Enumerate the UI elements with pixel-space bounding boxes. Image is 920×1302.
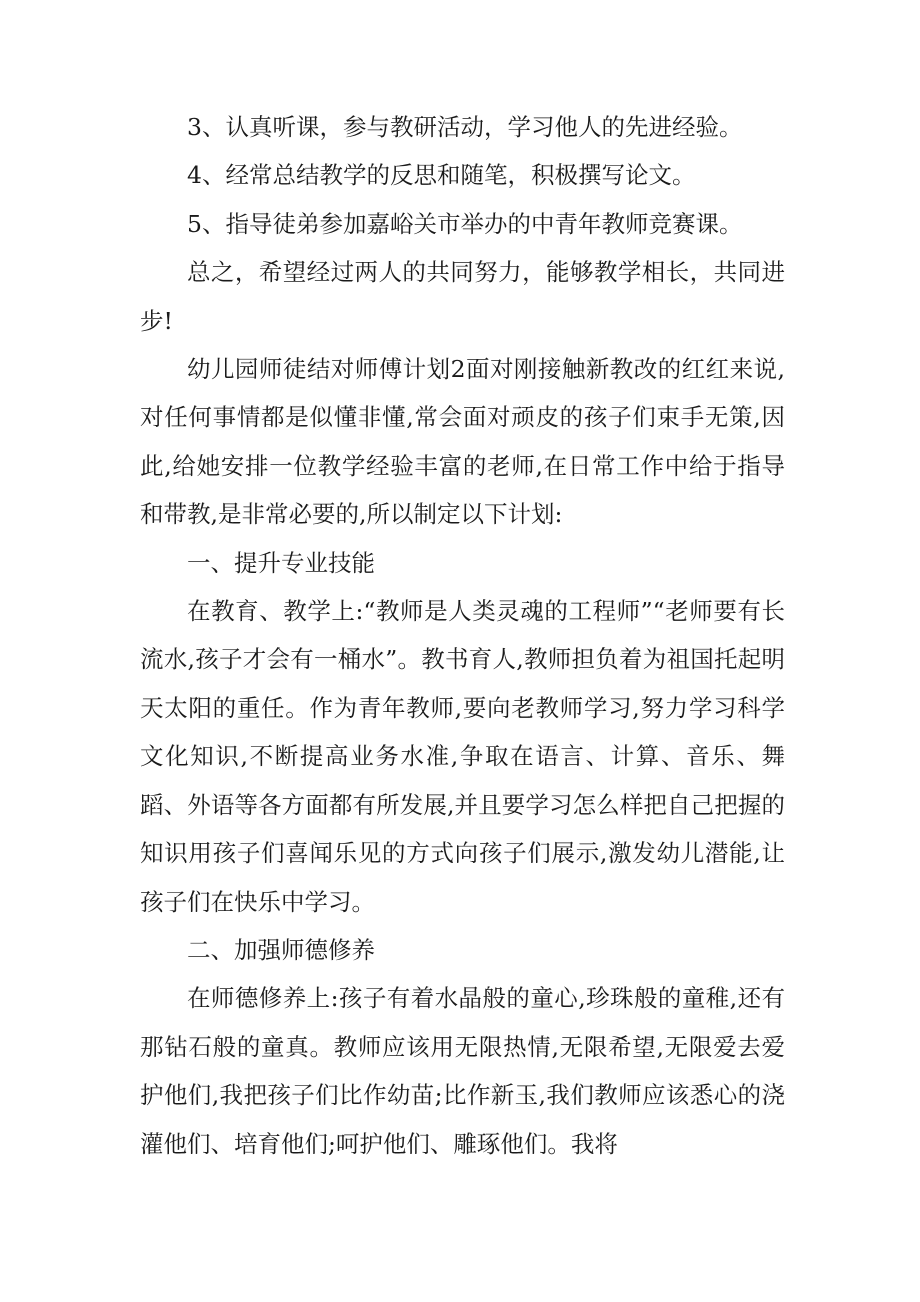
list-item-4: 4、经常总结教学的反思和随笔，积极撰写论文。 [187, 161, 696, 190]
section-heading-1: 一、提升专业技能 [187, 548, 375, 577]
document-body [140, 103, 785, 1168]
section-heading-2: 二、加强师德修养 [187, 935, 375, 964]
summary-paragraph: 总之，希望经过两人的共同努力，能够教学相长，共同进步! [140, 258, 785, 335]
list-item-5: 5、指导徒弟参加嘉峪关市举办的中青年教师竞赛课。 [187, 209, 743, 238]
list-item-3: 3、认真听课，参与教研活动，学习他人的先进经验。 [187, 113, 743, 141]
section-1-body: 在教育、教学上:“教师是人类灵魂的工程师”“老师要有长流水,孩子才会有一桶水”。教书育人,教师担负着为祖国托起明天太阳的重任。作为青年教师,要向老教师学习,努力学习科学文化知识,不断提高业务水准,争取在语言、计算、音乐、舞蹈、外语等各方面都有所发展,并且要学习怎么样把自己把握的知识用孩子们喜闻乐见的方式向孩子们展示,激发幼儿潜能,让孩子们在快乐中学习。 [140, 597, 785, 916]
plan-intro-paragraph: 幼儿园师徒结对师傅计划2面对刚接触新教改的红红来说,对任何事情都是似懂非懂,常会面对顽皮的孩子们束手无策,因此,给她安排一位教学经验丰富的老师,在日常工作中给于指导和带教,是非常必要的,所以制定以下计划: [140, 355, 785, 529]
section-2-body: 在师德修养上:孩子有着水晶般的童心,珍珠般的童稚,还有那钻石般的童真。教师应该用无限热情,无限希望,无限爱去爱护他们,我把孩子们比作幼苗;比作新玉,我们教师应该悉心的浇灌他们、培育他们;呵护他们、雕琢他们。我将 [140, 984, 785, 1158]
